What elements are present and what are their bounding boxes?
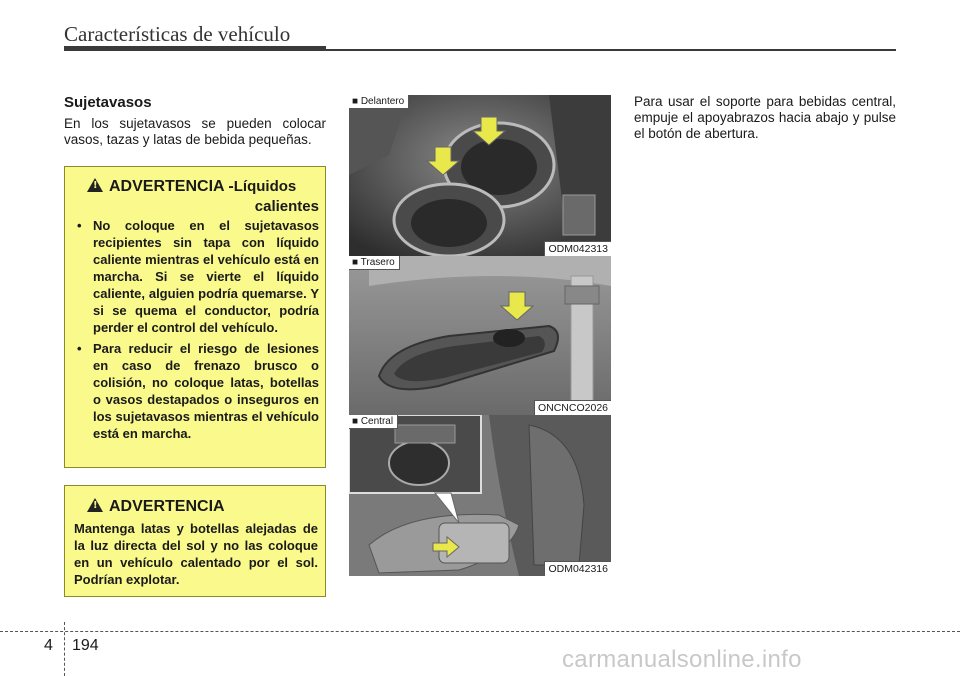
warning-bullet-list: [75, 217, 319, 446]
figure-tag: ■ Central: [349, 415, 398, 429]
warning-text: Mantenga latas y botellas alejadas de la luz directa del sol y no las coloque en un vehículo calentado por el sol. Podrían explotar.: [74, 521, 318, 587]
warning-triangle-icon: [87, 498, 103, 512]
warning-sun-box: [64, 485, 326, 597]
footer-divider: [64, 622, 65, 676]
armrest-instructions: Para usar el soporte para bebidas central, empuje el apoyabrazos hacia abajo y pulse el botón de abertura.: [634, 94, 896, 141]
warning-title: ADVERTENCIA: [109, 498, 225, 515]
figure-code: ODM042313: [544, 241, 611, 256]
warning-title: ADVERTENCIA -: [109, 178, 234, 195]
header-title: Características de vehículo: [64, 22, 291, 46]
figure-tag: ■ Trasero: [349, 256, 400, 270]
figure-code: ODM042316: [544, 561, 611, 576]
footer-rule: [0, 631, 960, 632]
page-number: 194: [72, 637, 99, 654]
warning-subtitle-2: calientes: [254, 198, 319, 215]
intro-paragraph: En los sujetavasos se pueden colocar vasos, tazas y latas de bebida pequeñas.: [64, 116, 326, 147]
front-cupholder-illustration: [349, 95, 611, 256]
section-title: Sujetavasos: [64, 94, 152, 111]
watermark: carmanualsonline.info: [562, 646, 802, 673]
warning-heading: [87, 178, 319, 215]
central-cupholder-illustration: [349, 415, 611, 576]
photo-rear-cupholder: [349, 256, 611, 415]
warning-hot-liquids-box: [64, 166, 326, 468]
rear-cupholder-illustration: [349, 256, 611, 415]
figure-tag: ■ Delantero: [349, 95, 409, 109]
photo-central-cupholder: [349, 415, 611, 576]
warning-subtitle-1: Líquidos: [233, 178, 297, 195]
warning-triangle-icon: [87, 178, 103, 192]
chapter-number: 4: [44, 637, 53, 654]
photo-front-cupholder: [349, 95, 611, 256]
figure-code: ONCNCO2026: [534, 400, 611, 415]
warning-heading: [87, 498, 225, 516]
warning-bullet: • No coloque en el sujetavasos recipientes sin tapa con líquido caliente mientras el vehículo está en marcha. Si se vierte el líquido caliente, alguien podría quemarse. Y si se quema el conductor, podría perder el control del vehículo.: [75, 217, 319, 336]
warning-bullet: • Para reducir el riesgo de lesiones en caso de frenazo brusco o colisión, no coloque latas, botellas o vasos destapados o inseguros en los sujetavasos mientras el vehículo está en marcha.: [75, 340, 319, 442]
header-rule-thin: [326, 49, 896, 51]
header-rule: [64, 46, 326, 51]
